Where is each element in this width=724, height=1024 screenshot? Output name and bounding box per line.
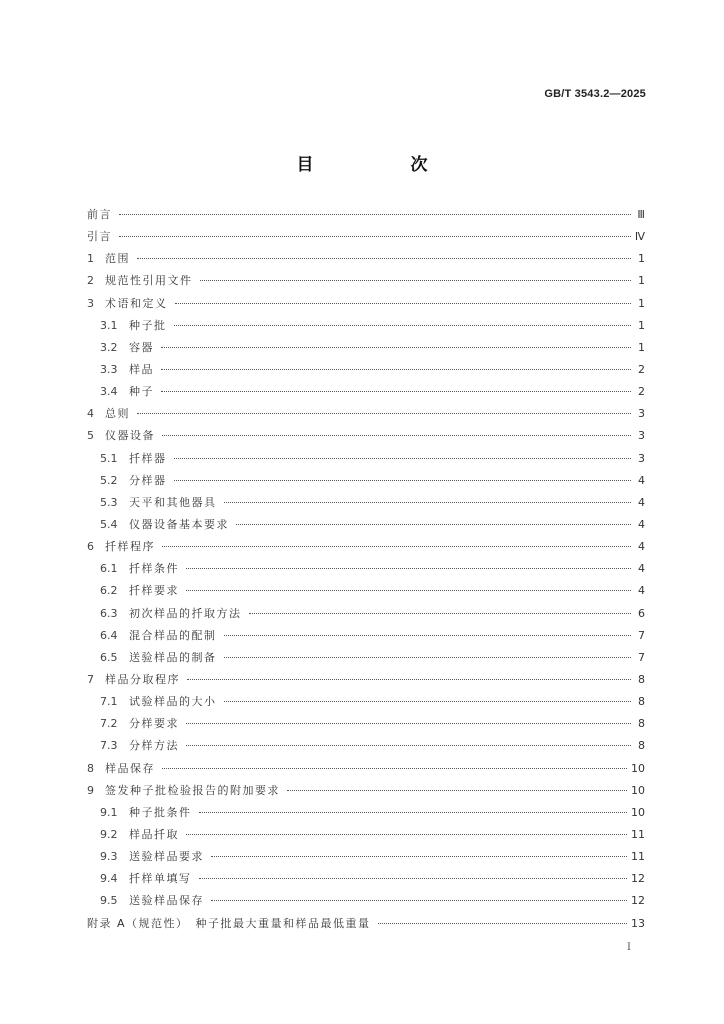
toc-entry-label: 规范性引用文件	[105, 274, 193, 288]
toc-entry-number: 9.4	[100, 872, 118, 886]
toc-entry-number: 9.3	[100, 850, 118, 864]
standard-code: GB/T 3543.2—2025	[544, 88, 646, 100]
toc-entry-label: 种子	[129, 385, 154, 399]
toc-dot-leader	[187, 679, 631, 680]
toc-entry[interactable]	[87, 536, 645, 558]
toc-entry-label: 送验样品保存	[129, 894, 204, 908]
toc-entry[interactable]	[87, 913, 645, 935]
toc-entry-number: 1	[87, 252, 94, 266]
toc-dot-leader	[211, 856, 627, 857]
toc-entry-page: Ⅳ	[634, 230, 645, 244]
toc-entry-page: 8	[638, 739, 645, 753]
toc-entry-label: 送验样品要求	[129, 850, 204, 864]
toc-entry[interactable]	[87, 337, 645, 359]
toc-dot-leader	[186, 568, 631, 569]
toc-entry-label: 样品分取程序	[105, 672, 180, 686]
toc-entry-number: 2	[87, 274, 94, 288]
toc-entry-number: 9.5	[100, 894, 118, 908]
toc-dot-leader	[224, 635, 632, 636]
toc-entry-number: 3.2	[100, 340, 118, 354]
toc-entry-label: 术语和定义	[105, 296, 168, 310]
toc-entry-page: 10	[631, 761, 645, 775]
toc-entry-label: 初次样品的扦取方法	[129, 606, 242, 620]
toc-entry-number: 7.2	[100, 717, 118, 731]
toc-entry[interactable]	[87, 713, 645, 735]
toc-dot-leader	[161, 347, 631, 348]
toc-entry-label: 试验样品的大小	[129, 695, 217, 709]
toc-dot-leader	[224, 502, 632, 503]
toc-entry-page: 7	[638, 628, 645, 642]
toc-entry-page: 12	[631, 894, 645, 908]
toc-entry-page: 3	[638, 451, 645, 465]
toc-entry[interactable]	[87, 580, 645, 602]
toc-entry[interactable]	[87, 669, 645, 691]
toc-dot-leader	[162, 546, 631, 547]
toc-dot-leader	[162, 768, 627, 769]
toc-entry-number: 6.2	[100, 584, 118, 598]
toc-entry-page: 4	[638, 584, 645, 598]
toc-entry[interactable]	[87, 558, 645, 580]
toc-entry-page: 4	[638, 540, 645, 554]
toc-entry-number: 5.2	[100, 473, 118, 487]
toc-entry-page: 3	[638, 407, 645, 421]
toc-entry-page: 2	[638, 362, 645, 376]
toc-entry-label: 仪器设备	[105, 429, 155, 443]
toc-dot-leader	[186, 834, 627, 835]
toc-entry-number: 9	[87, 783, 94, 797]
toc-entry-page: 1	[638, 340, 645, 354]
toc-entry-page: 1	[638, 252, 645, 266]
toc-dot-leader	[186, 745, 631, 746]
toc-entry-page: 1	[638, 274, 645, 288]
toc-entry-number: 6.1	[100, 562, 118, 576]
toc-dot-leader	[174, 325, 632, 326]
toc-entry-page: 4	[638, 473, 645, 487]
toc-entry-page: 3	[638, 429, 645, 443]
toc-entry-label: 分样器	[129, 473, 167, 487]
toc-entry-number: 6.4	[100, 628, 118, 642]
toc-dot-leader	[137, 258, 631, 259]
toc-entry-label: 混合样品的配制	[129, 628, 217, 642]
toc-entry-number: 3.1	[100, 318, 118, 332]
toc-entry[interactable]	[87, 492, 645, 514]
toc-entry-page: 8	[638, 717, 645, 731]
toc-entry-label: 天平和其他器具	[129, 495, 217, 509]
toc-entry-label: 签发种子批检验报告的附加要求	[105, 783, 280, 797]
toc-entry-number: 4	[87, 407, 94, 421]
toc-dot-leader	[186, 723, 631, 724]
toc-dot-leader	[174, 480, 632, 481]
toc-entry-number: 3.3	[100, 362, 118, 376]
toc-entry-page: 4	[638, 495, 645, 509]
toc-entry-label: 种子批	[129, 318, 167, 332]
toc-entry-page: 8	[638, 672, 645, 686]
toc-entry-number: 5	[87, 429, 94, 443]
toc-entry-label: 送验样品的制备	[129, 650, 217, 664]
toc-entry[interactable]	[87, 603, 645, 625]
toc-entry-label: 分样方法	[129, 739, 179, 753]
toc-entry-number: 5.1	[100, 451, 118, 465]
toc-entry[interactable]	[87, 403, 645, 425]
toc-entry-label: 附录 A（规范性） 种子批最大重量和样品最低重量	[87, 916, 371, 930]
toc-entry[interactable]	[87, 846, 645, 868]
toc-entry-number: 5.3	[100, 495, 118, 509]
toc-entry-number: 7.3	[100, 739, 118, 753]
toc-entry-label: 总则	[105, 407, 130, 421]
toc-entry-page: 2	[638, 385, 645, 399]
toc-entry-number: 6	[87, 540, 94, 554]
toc-entry[interactable]	[87, 758, 645, 780]
toc-entry-page: 10	[631, 783, 645, 797]
toc-entry-number: 3.4	[100, 385, 118, 399]
toc-entry-page: 13	[631, 916, 645, 930]
toc-entry[interactable]	[87, 824, 645, 846]
toc-entry[interactable]	[87, 204, 645, 226]
toc-dot-leader	[137, 413, 631, 414]
toc-entry[interactable]	[87, 226, 645, 248]
toc-entry[interactable]	[87, 780, 645, 802]
toc-dot-leader	[211, 900, 627, 901]
toc-entry-label: 引言	[87, 230, 112, 244]
toc-entry[interactable]	[87, 381, 645, 403]
page-number: I	[627, 942, 631, 953]
toc-entry-label: 扦样条件	[129, 562, 179, 576]
toc-dot-leader	[119, 214, 631, 215]
toc-entry-label: 扦样要求	[129, 584, 179, 598]
table-of-contents	[87, 204, 645, 935]
toc-entry-label: 扦样单填写	[129, 872, 192, 886]
toc-entry-label: 分样要求	[129, 717, 179, 731]
toc-dot-leader	[249, 613, 632, 614]
toc-entry-page: 1	[638, 318, 645, 332]
toc-dot-leader	[186, 590, 631, 591]
toc-dot-leader	[287, 790, 627, 791]
toc-entry-label: 种子批条件	[129, 805, 192, 819]
toc-dot-leader	[161, 369, 631, 370]
toc-dot-leader	[224, 701, 632, 702]
toc-entry-page: 7	[638, 650, 645, 664]
toc-entry-number: 3	[87, 296, 94, 310]
toc-entry-label: 容器	[129, 340, 154, 354]
toc-entry-number: 6.5	[100, 650, 118, 664]
toc-entry-label: 扦样器	[129, 451, 167, 465]
toc-entry[interactable]	[87, 425, 645, 447]
toc-entry-label: 扦样程序	[105, 540, 155, 554]
toc-entry[interactable]	[87, 248, 645, 270]
toc-entry-number: 9.2	[100, 827, 118, 841]
toc-entry-page: 10	[631, 805, 645, 819]
toc-entry[interactable]	[87, 293, 645, 315]
toc-entry-number: 5.4	[100, 517, 118, 531]
toc-entry-page: 11	[631, 850, 645, 864]
toc-entry-number: 9.1	[100, 805, 118, 819]
toc-entry-number: 6.3	[100, 606, 118, 620]
toc-entry-label: 样品保存	[105, 761, 155, 775]
toc-entry-page: 4	[638, 562, 645, 576]
toc-dot-leader	[199, 878, 628, 879]
toc-dot-leader	[175, 303, 632, 304]
toc-entry[interactable]	[87, 802, 645, 824]
toc-entry-label: 样品	[129, 362, 154, 376]
toc-entry-label: 仪器设备基本要求	[129, 517, 229, 531]
toc-dot-leader	[119, 236, 631, 237]
toc-entry[interactable]	[87, 625, 645, 647]
toc-dot-leader	[378, 923, 627, 924]
toc-entry[interactable]	[87, 647, 645, 669]
toc-entry-page: 11	[631, 827, 645, 841]
toc-dot-leader	[161, 391, 631, 392]
toc-entry-number: 7	[87, 672, 94, 686]
toc-entry[interactable]	[87, 691, 645, 713]
toc-entry-page: 6	[638, 606, 645, 620]
toc-dot-leader	[199, 812, 628, 813]
toc-entry[interactable]	[87, 270, 645, 292]
page-title: 目 次	[296, 155, 468, 175]
toc-entry[interactable]	[87, 735, 645, 757]
toc-entry-number: 7.1	[100, 695, 118, 709]
toc-entry-page: Ⅲ	[637, 208, 645, 221]
toc-entry[interactable]	[87, 470, 645, 492]
toc-dot-leader	[174, 458, 632, 459]
toc-entry-label: 前言	[87, 208, 112, 221]
toc-entry[interactable]	[87, 890, 645, 912]
toc-entry-page: 1	[638, 296, 645, 310]
toc-entry-number: 8	[87, 761, 94, 775]
toc-entry-page: 4	[638, 517, 645, 531]
toc-entry[interactable]	[87, 514, 645, 536]
toc-entry-label: 样品扦取	[129, 827, 179, 841]
toc-entry[interactable]	[87, 868, 645, 890]
toc-entry-page: 8	[638, 695, 645, 709]
toc-dot-leader	[224, 657, 632, 658]
toc-entry[interactable]	[87, 315, 645, 337]
toc-dot-leader	[200, 280, 632, 281]
toc-entry[interactable]	[87, 448, 645, 470]
toc-dot-leader	[162, 435, 631, 436]
toc-entry-label: 范围	[105, 252, 130, 266]
toc-dot-leader	[236, 524, 631, 525]
toc-entry[interactable]	[87, 359, 645, 381]
toc-entry-page: 12	[631, 872, 645, 886]
